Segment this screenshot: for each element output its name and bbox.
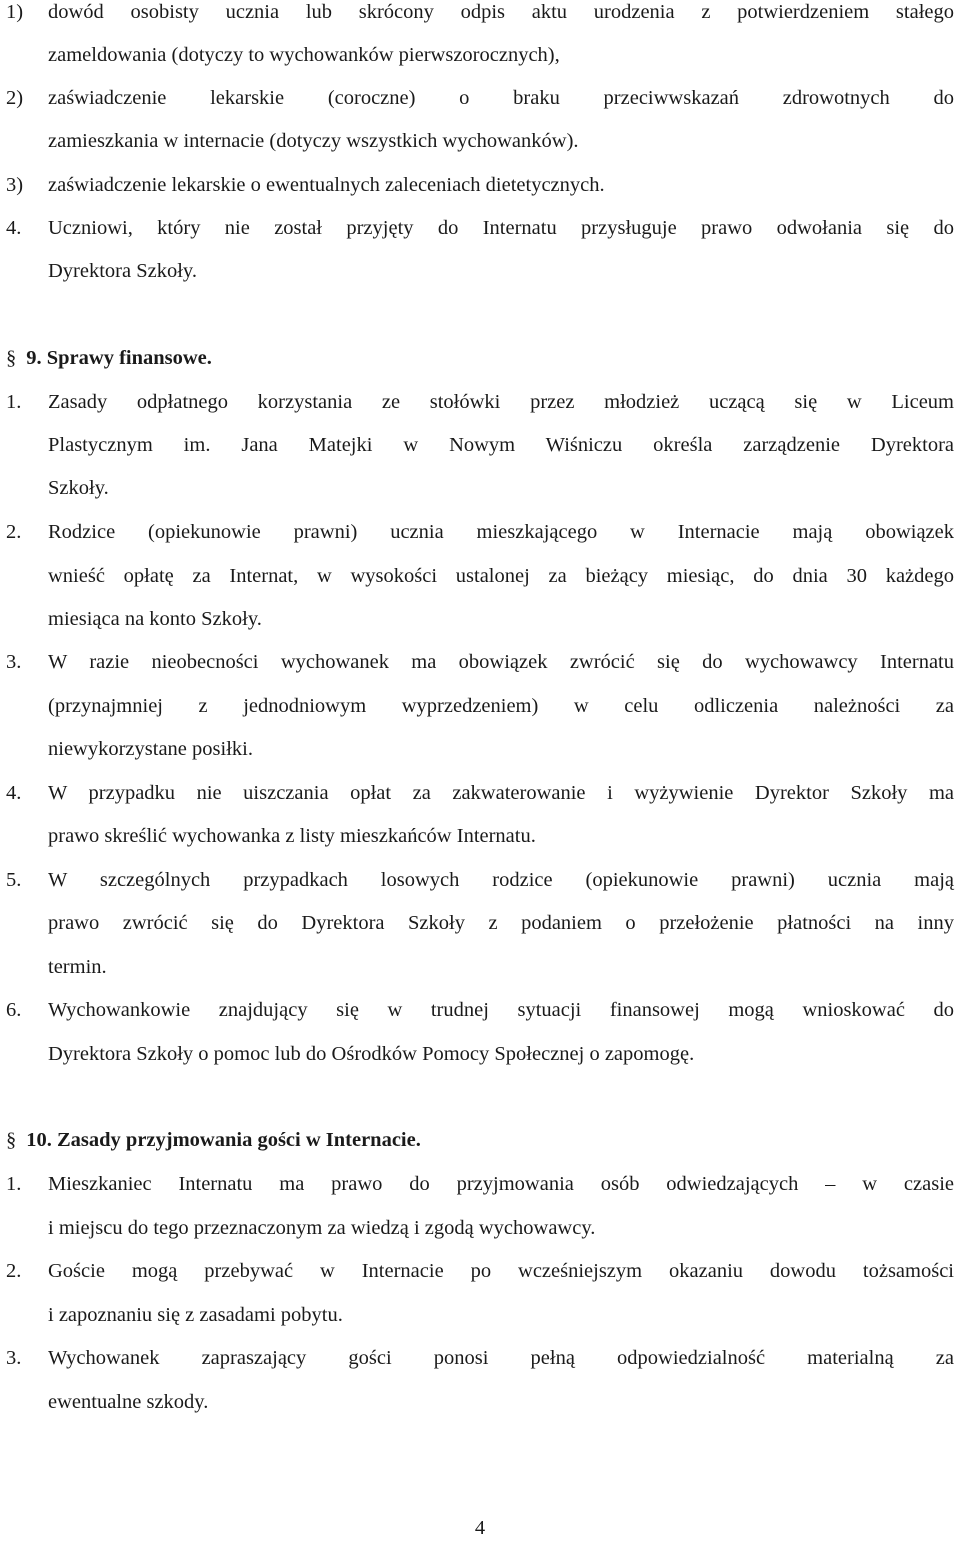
item-line: Mieszkaniec Internatu ma prawo do przyjmowania osób odwiedzających – w czasie: [48, 1173, 954, 1195]
item-line: Zasady odpłatnego korzystania ze stołówki przez młodzież uczącą się w Liceum: [48, 391, 954, 413]
sub-item-line: zaświadczenie lekarskie o ewentualnych zaleceniach dietetycznych.: [48, 174, 605, 196]
section-heading: [6, 344, 212, 372]
item-line: miesiąca na konto Szkoły.: [48, 608, 262, 630]
item-number: 1.: [6, 391, 22, 413]
item-number: 6.: [6, 999, 22, 1021]
item-line: i miejscu do tego przeznaczonym za wiedzą i zgodą wychowawcy.: [48, 1217, 596, 1239]
item-line: prawo zwrócić się do Dyrektora Szkoły z podaniem o przełożenie płatności na inny: [48, 912, 954, 934]
item-number: 3.: [6, 651, 22, 673]
item-line: Dyrektora Szkoły.: [48, 260, 197, 282]
sub-item-number: 3): [6, 174, 24, 196]
sub-item-line: dowód osobisty ucznia lub skrócony odpis aktu urodzenia z potwierdzeniem stałego: [48, 1, 954, 23]
sub-item-line: zaświadczenie lekarskie (coroczne) o braku przeciwwskazań zdrowotnych do: [48, 87, 954, 109]
item-number: 4.: [6, 217, 22, 239]
item-number: 5.: [6, 869, 22, 891]
sub-item-number: 2): [6, 87, 24, 109]
item-line: Plastycznym im. Jana Matejki w Nowym Wiśniczu określa zarządzenie Dyrektora: [48, 434, 954, 456]
section-title: 10. Zasady przyjmowania gości w Internacie.: [26, 1129, 421, 1151]
item-line: Goście mogą przebywać w Internacie po wcześniejszym okazaniu dowodu tożsamości: [48, 1260, 954, 1282]
item-line: Uczniowi, który nie został przyjęty do Internatu przysługuje prawo odwołania się do: [48, 217, 954, 239]
item-line: Wychowankowie znajdujący się w trudnej sytuacji finansowej mogą wnioskować do: [48, 999, 954, 1021]
item-line: termin.: [48, 956, 107, 978]
item-line: Dyrektora Szkoły o pomoc lub do Ośrodków Pomocy Społecznej o zapomogę.: [48, 1043, 695, 1065]
section-title: 9. Sprawy finansowe.: [26, 347, 212, 369]
sub-item-line: zamieszkania w internacie (dotyczy wszystkich wychowanków).: [48, 130, 579, 152]
item-line: Wychowanek zapraszający gości ponosi pełną odpowiedzialność materialną za: [48, 1347, 954, 1369]
item-number: 2.: [6, 1260, 22, 1282]
item-line: i zapoznaniu się z zasadami pobytu.: [48, 1304, 343, 1326]
item-line: niewykorzystane posiłki.: [48, 738, 253, 760]
sub-item-number: 1): [6, 1, 24, 23]
section-symbol: §: [6, 1129, 17, 1151]
item-line: wnieść opłatę za Internat, w wysokości ustalonej za bieżący miesiąc, do dnia 30 każdego: [48, 565, 954, 587]
sub-item-line: zameldowania (dotyczy to wychowanków pierwszorocznych),: [48, 44, 560, 66]
item-line: ewentualne szkody.: [48, 1391, 209, 1413]
item-line: Szkoły.: [48, 477, 109, 499]
item-line: W przypadku nie uiszczania opłat za zakwaterowanie i wyżywienie Dyrektor Szkoły ma: [48, 782, 954, 804]
page-number: 4: [474, 1517, 486, 1539]
item-number: 3.: [6, 1347, 22, 1369]
section-symbol: §: [6, 347, 17, 369]
item-number: 4.: [6, 782, 22, 804]
item-number: 1.: [6, 1173, 22, 1195]
section-heading: [6, 1126, 421, 1154]
item-line: W razie nieobecności wychowanek ma obowiązek zwrócić się do wychowawcy Internatu: [48, 651, 954, 673]
item-line: prawo skreślić wychowanka z listy mieszkańców Internatu.: [48, 825, 536, 847]
item-line: Rodzice (opiekunowie prawni) ucznia mieszkającego w Internacie mają obowiązek: [48, 521, 954, 543]
item-number: 2.: [6, 521, 22, 543]
item-line: W szczególnych przypadkach losowych rodzice (opiekunowie prawni) ucznia mają: [48, 869, 954, 891]
item-line: (przynajmniej z jednodniowym wyprzedzeniem) w celu odliczenia należności za: [48, 695, 954, 717]
